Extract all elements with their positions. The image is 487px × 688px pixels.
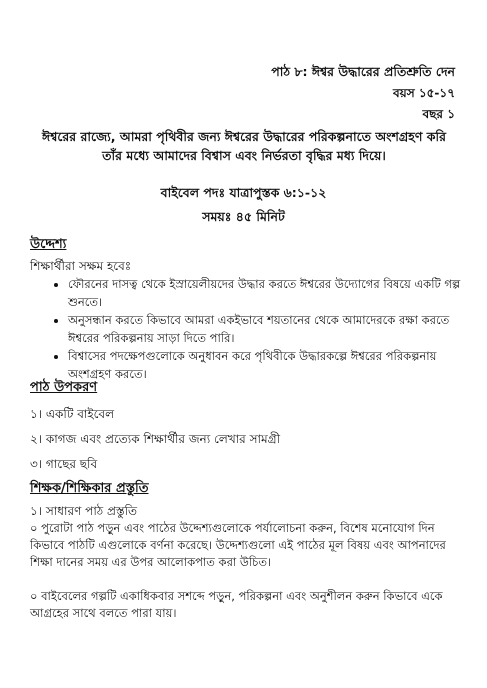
lesson-title: পাঠ ৮: ঈশ্বর উদ্ধারের প্রতিশ্রুতি দেন	[271, 64, 455, 79]
lesson-theme: ঈশ্বরের রাজ্যে, আমরা পৃথিবীর জন্য ঈশ্বরের উদ্ধারের পরিকল্পনাতে অংশগ্রহণ করি তাঁর মধ্যে আমাদের বিশ্বাস এবং নির্ভরতা বৃদ্ধির মধ্য দিয়ে।	[42, 129, 446, 163]
material-item: ১। একটি বাইবেল	[30, 407, 115, 421]
material-item: ৩। গাছের ছবি	[30, 457, 98, 471]
preparation-subheading: ১। সাধারণ পাঠ প্রস্তুতি	[30, 504, 138, 518]
objectives-list	[52, 276, 478, 384]
year-label: বছর ১	[422, 107, 455, 121]
material-item: ২। কাগজ এবং প্রত্যেক শিক্ষার্থীর জন্য লেখার সামগ্রী	[30, 432, 281, 446]
preparation-heading: শিক্ষক/শিক্ষিকার প্রস্তুতি	[30, 481, 149, 496]
age-range: বয়স ১৫-১৭	[393, 86, 455, 100]
objectives-intro: শিক্ষার্থীরা সক্ষম হবেঃ	[30, 259, 132, 273]
bible-reference: বাইবেল পদঃ যাত্রাপুস্তক ৬:১-১২	[160, 185, 327, 200]
objectives-heading: উদ্দেশ্য	[30, 237, 67, 252]
objective-item: • ফৌরনের দাসত্ব থেকে ইস্রায়েলীয়দের উদ্ধার করতে ঈশ্বরের উদ্যোগের বিষয়ে একটি গল্প শুনতে।	[68, 276, 478, 311]
preparation-paragraph: ০ বাইবেলের গল্পটি একাধিকবার সশব্দে পড়ুন, পরিকল্পনা এবং অনুশীলন করুন কিভাবে একে আগ্রহের সাথে বলতে পারা যায়।	[30, 589, 443, 620]
materials-heading: পাঠ উপকরণ	[30, 380, 98, 395]
preparation-paragraph: ০ পুরোটা পাঠ পড়ুন এবং পাঠের উদ্দেশ্যগুলোকে পর্যালোচনা করুন, বিশেষ মনোযোগ দিন কিভাবে পাঠটি এগুলোকে বর্ণনা করেছে। উদ্দেশ্যগুলো এই পাঠের মূল বিষয় এবং আপনাদের শিক্ষা দানের সময় এর উপর আলোকপাত করা উচিত।	[30, 521, 446, 569]
objective-item: • অনুসন্ধান করতে কিভাবে আমরা একইভাবে শয়তানের থেকে আমাদেরকে রক্ষা করতে ঈশ্বরের পরিকল্পনায় সাড়া দিতে পারি।	[68, 312, 478, 347]
duration: সময়ঃ ৪৫ মিনিট	[202, 209, 285, 224]
objective-item: • বিশ্বাসের পদক্ষেপগুলোকে অনুধাবন করে পৃথিবীকে উদ্ধারকল্পে ঈশ্বরের পরিকল্পনায় অংশগ্রহণ করতে।	[68, 348, 478, 383]
